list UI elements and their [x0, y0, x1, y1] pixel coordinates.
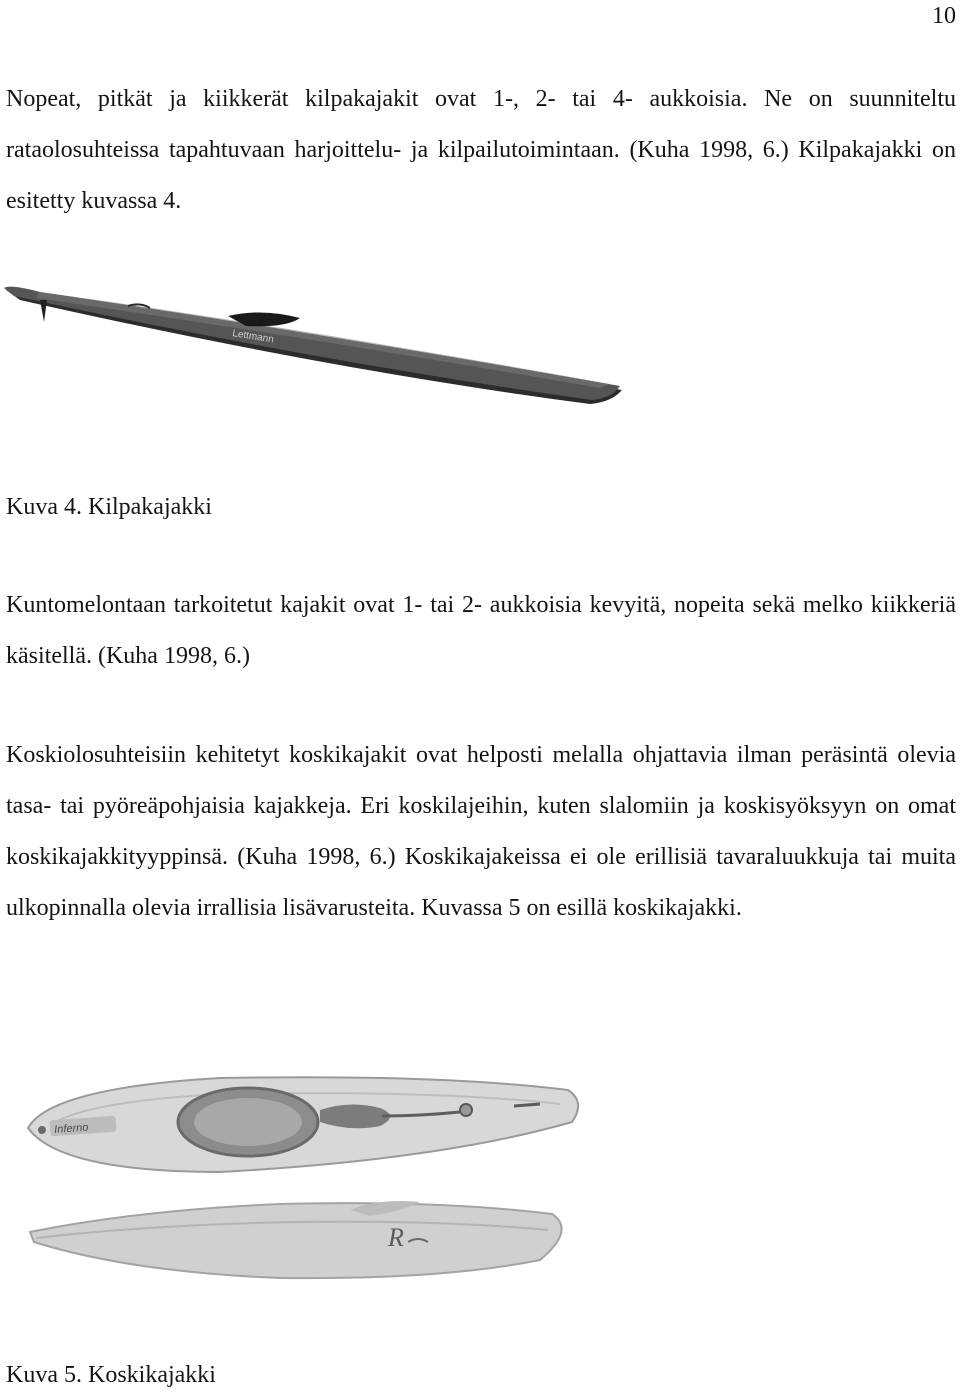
racing-kayak-image [0, 278, 630, 428]
paragraph-whitewater-kayaks: Koskiolosuhteisiin kehitetyt koskikajakit ovat helposti melalla ohjattavia ilman peräsintä olevia tasa- tai pyöreäpohjaisia kajakkeja. Eri koskilajeihin, kuten slalomiin ja koskisyöksyyn on omat koskikajakkityyppinsä. (Kuha 1998, 6.) Koskikajakeissa ei ole erillisiä tavaraluukkuja tai muita ulkopinnalla olevia irrallisia lisävarusteita. Kuvassa 5 on esillä koskikajakki. [6, 742, 956, 921]
paragraph-fitness-kayaks: Kuntomelontaan tarkoitetut kajakit ovat 1- tai 2- aukkoisia kevyitä, nopeita sekä melko kiikkeriä käsitellä. (Kuha 1998, 6.) [6, 592, 956, 669]
hull-label: Lettmann [231, 328, 275, 346]
figure-4-caption: Kuva 4. Kilpakajakki [6, 494, 212, 520]
page-number: 10 [932, 3, 956, 29]
whitewater-kayak-figure [20, 1060, 590, 1350]
racing-kayak-figure [0, 278, 630, 428]
paragraph-racing-kayaks: Nopeat, pitkät ja kiikkerät kilpakajakit ovat 1-, 2- tai 4- aukkoisia. Ne on suunniteltu rataolosuhteissa tapahtuvaan harjoittelu- ja kilpailutoimintaan. (Kuha 1998, 6.) Kilpakajakki on esitetty kuvassa 4. [6, 86, 956, 214]
brand-label: Inferno [53, 1121, 89, 1137]
figure-5-caption: Kuva 5. Koskikajakki [6, 1362, 216, 1388]
whitewater-kayak-image [20, 1060, 590, 1350]
logo-mark: R [388, 1223, 404, 1252]
